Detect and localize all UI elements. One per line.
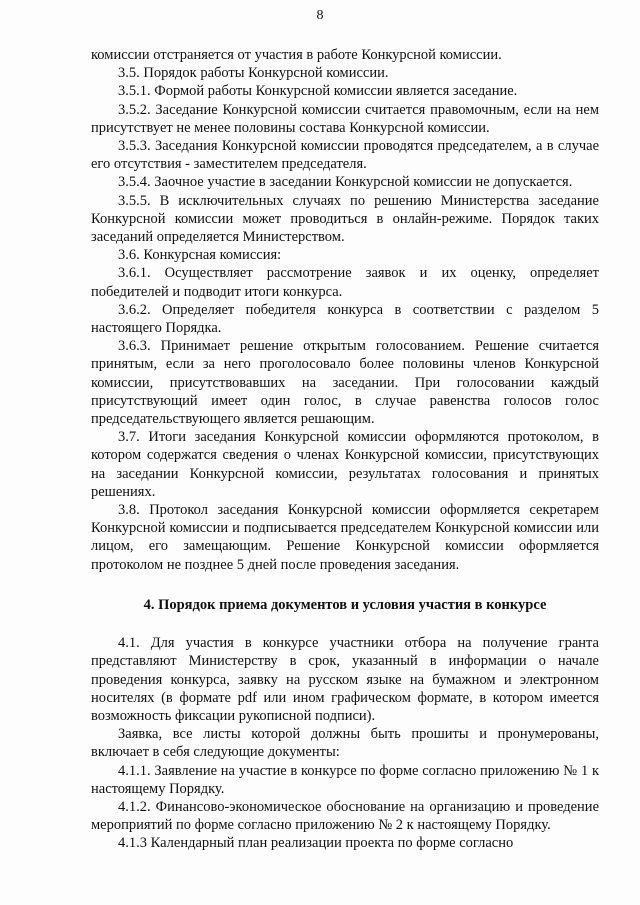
paragraph-application-contents: Заявка, все листы которой должны быть прошиты и пронумерованы, включает в себя следующие документы:: [91, 726, 599, 761]
paragraph-3-5-2: 3.5.2. Заседание Конкурсной комиссии считается правомочным, если на нем присутствует не менее половины состава Конкурсной комиссии.: [91, 101, 599, 136]
paragraph-3-6-1: 3.6.1. Осуществляет рассмотрение заявок и их оценку, определяет победителей и подводит итоги конкурса.: [91, 265, 599, 300]
paragraph-4-1: 4.1. Для участия в конкурсе участники отбора на получение гранта представляют Министерству в срок, указанный в информации о начале проведения конкурса, заявку на русском языке на бумажном и электронном носителях (в формате pdf или ином графическом формате, в котором имеется возможность фиксации рукописной подписи).: [91, 635, 599, 724]
paragraph-3-6-3: 3.6.3. Принимает решение открытым голосованием. Решение считается принятым, если за него проголосовало более половины членов Конкурсной комиссии, присутствовавших на заседании. При голосовании каждый присутствующий имеет один голос, в случае равенства голосов голос председательствующего является решающим.: [91, 338, 599, 428]
paragraph-3-7: 3.7. Итоги заседания Конкурсной комиссии оформляются протоколом, в котором содержатся сведения о членах Конкурсной комиссии, присутствующих на заседании Конкурсной комиссии, результатах голосования и принятых решениях.: [91, 429, 599, 500]
paragraph-3-8: 3.8. Протокол заседания Конкурсной комиссии оформляется секретарем Конкурсной комиссии и подписывается председателем Конкурсной комиссии или лицом, его замещающим. Решение Конкурсной комиссии оформляется протоколом не позднее 5 дней после проведения заседания.: [91, 502, 599, 573]
paragraph-4-1-1: 4.1.1. Заявление на участие в конкурсе по форме согласно приложению № 1 к настоящему Порядку.: [91, 762, 599, 797]
section-heading: 4. Порядок приема документов и условия участия в конкурсе: [143, 596, 547, 613]
paragraph-4-1-2: 4.1.2. Финансово-экономическое обоснование на организацию и проведение мероприятий по форме согласно приложению № 2 к настоящему Порядку.: [91, 798, 599, 834]
paragraph-3-5-3: 3.5.3. Заседания Конкурсной комиссии проводятся председателем, а в случае его отсутствия - заместителем председателя.: [91, 138, 599, 173]
paragraph-3-6: 3.6. Конкурсная комиссия:: [118, 247, 282, 264]
paragraph-continuation: комиссии отстраняется от участия в работе Конкурсной комиссии.: [91, 47, 502, 63]
page-number: 8: [316, 8, 324, 23]
paragraph-3-5-4: 3.5.4. Заочное участие в заседании Конкурсной комиссии не допускается.: [118, 174, 573, 191]
paragraph-3-6-2: 3.6.2. Определяет победителя конкурса в соответствии с разделом 5 настоящего Порядка.: [91, 301, 599, 337]
document-body: [91, 46, 599, 853]
paragraph-3-5-5: 3.5.5. В исключительных случаях по решению Министерства заседание Конкурсной комиссии может проводиться в онлайн-режиме. Порядок таких заседаний определяется Министерством.: [91, 192, 599, 246]
paragraph-3-5: 3.5. Порядок работы Конкурсной комиссии.: [118, 65, 389, 82]
paragraph-4-1-3: 4.1.3 Календарный план реализации проекта по форме согласно: [118, 835, 514, 852]
paragraph-3-5-1: 3.5.1. Формой работы Конкурсной комиссии является заседание.: [118, 83, 518, 100]
